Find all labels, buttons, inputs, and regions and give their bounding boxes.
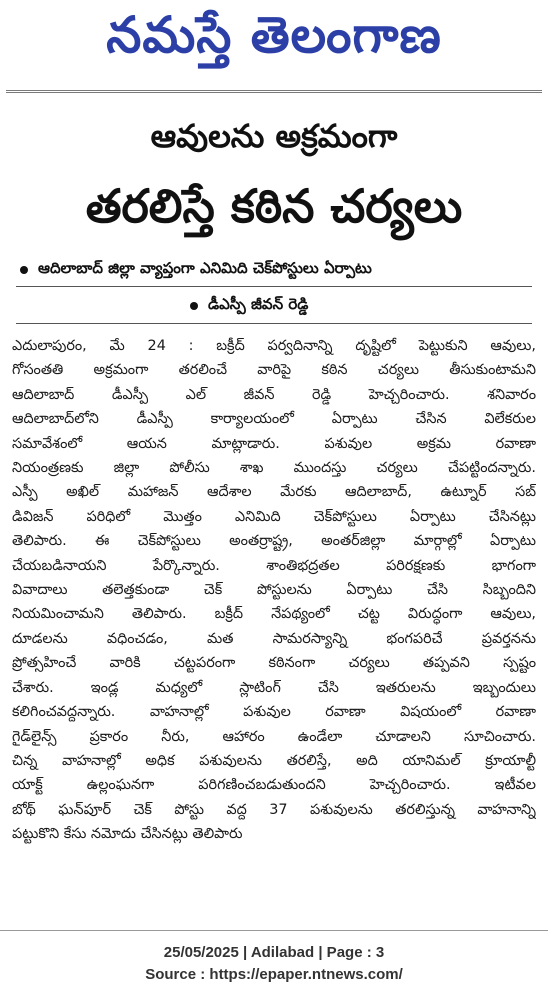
article-line: ఎస్పీ అఖిల్ మహాజన్ ఆదేశాల మేరకు ఆదిలాబాద్, ఉట్నూర్ సబ్ xyxy=(12,484,536,501)
bullet-icon xyxy=(190,302,198,310)
article-line: ఆదిలాబాద్ డీఎస్పీ ఎల్ జీవన్ రెడ్డి హెచ్చరించారు. శనివారం xyxy=(12,386,536,403)
article-line: గోసంతతి అక్రమంగా తరలించే వారిపై కఠిన చర్యలు తీసుకుంటామని xyxy=(12,362,536,379)
article-line: నియమించామని తెలిపారు. బక్రీద్ నేపథ్యంలో చట్ట విరుద్ధంగా ఆవులు, xyxy=(12,606,536,623)
article-line: చిన్న వాహనాల్లో అధిక పశువులను తరలిస్తే, అది యానిమల్ క్రూయాల్టీ xyxy=(12,752,536,769)
article-line: డివిజన్ పరిధిలో మొత్తం ఎనిమిది చెక్‌పోస్టులు ఏర్పాటు చేసినట్లు xyxy=(12,508,536,525)
article-line: ప్రోత్సహించే వారికి చట్టపరంగా కఠినంగా చర్యలు తప్పవని స్పష్టం xyxy=(12,655,536,672)
byline-text: డీఎస్పీ జీవన్ రెడ్డి xyxy=(208,295,309,313)
article-body xyxy=(12,334,536,847)
article-line: చేశారు. ఇండ్ల మధ్యలో స్లాటింగ్ చేసి ఇతరులను ఇబ్బందులు xyxy=(12,679,536,696)
article-line: తెలిపారు. ఈ చెక్‌పోస్టులు అంతర్రాష్ట్ర, అంతర్‌జిల్లా మార్గాల్లో ఏర్పాటు xyxy=(12,533,536,550)
article-line: బోథ్ ఘన్‌పూర్ చెక్ పోస్టు వద్ద 37 పశువులను తరలిస్తున్న వాహనాన్ని xyxy=(12,801,536,818)
masthead-divider xyxy=(6,90,542,91)
article-line: నియంత్రణకు జిల్లా పోలీసు శాఖ ముందస్తు చర్యలు చేపట్టిందన్నారు. xyxy=(12,460,536,477)
subheadline xyxy=(20,256,530,284)
subheadline-text: ఆదిలాబాద్ జిల్లా వ్యాప్తంగా ఎనిమిది చెక్‌పోస్టులు ఏర్పాటు xyxy=(38,259,372,277)
masthead-divider-secondary xyxy=(6,92,542,93)
byline xyxy=(190,292,490,320)
article-line: పట్టుకొని కేసు నమోదు చేసినట్లు తెలిపారు xyxy=(12,826,243,843)
article-line: చేయబడినాయని పేర్కొన్నారు. శాంతిభద్రతల పరిరక్షణకు భాగంగా xyxy=(12,557,536,574)
footer-divider xyxy=(0,930,548,931)
article-line: ఎదులాపురం, మే 24 : బక్రీద్ పర్వదినాన్ని దృష్టిలో పెట్టుకుని ఆవులు, xyxy=(12,338,536,354)
article-line: ఆదిలాబాద్‌లోని డీఎస్పీ కార్యాలయంలో ఏర్పాటు చేసిన విలేకరుల xyxy=(12,411,536,428)
subheadline-divider xyxy=(16,286,532,287)
article-line: యాక్ట్ ఉల్లంఘనగా పరిగణించబడుతుందని హెచ్చరించారు. ఇటీవల xyxy=(12,777,536,794)
headline-line-2: తరలిస్తే కఠిన చర్యలు xyxy=(85,179,463,233)
article-line: సమావేశంలో ఆయన మాట్లాడారు. పశువుల అక్రమ రవాణా xyxy=(12,435,536,452)
article-line: గైడ్‌లైన్స్ ప్రకారం నీరు, ఆహారం ఉండేలా చూడాలని సూచించారు. xyxy=(12,728,536,745)
bullet-icon xyxy=(20,266,28,274)
article-line: కలిగించవద్దన్నారు. వాహనాల్లో పశువుల రవాణా విషయంలో రవాణా xyxy=(12,704,536,721)
footer-date-edition: 25/05/2025 | Adilabad | Page : 3 xyxy=(163,944,385,961)
byline-divider xyxy=(16,323,532,324)
article-line: దూడలను వధించడం, మత సామరస్యాన్ని భంగపరిచే ప్రవర్తనను xyxy=(12,630,536,647)
headline-line-1: ఆవులను అక్రమంగా xyxy=(150,117,398,155)
footer-source: Source : https://epaper.ntnews.com/ xyxy=(145,966,403,983)
article-line: వివాదాలు తలెత్తకుండా చెక్ పోస్టులను ఏర్పాటు చేసి సిబ్బందిని xyxy=(12,582,536,599)
newspaper-masthead: నమస్తే తెలంగాణ xyxy=(106,5,442,64)
